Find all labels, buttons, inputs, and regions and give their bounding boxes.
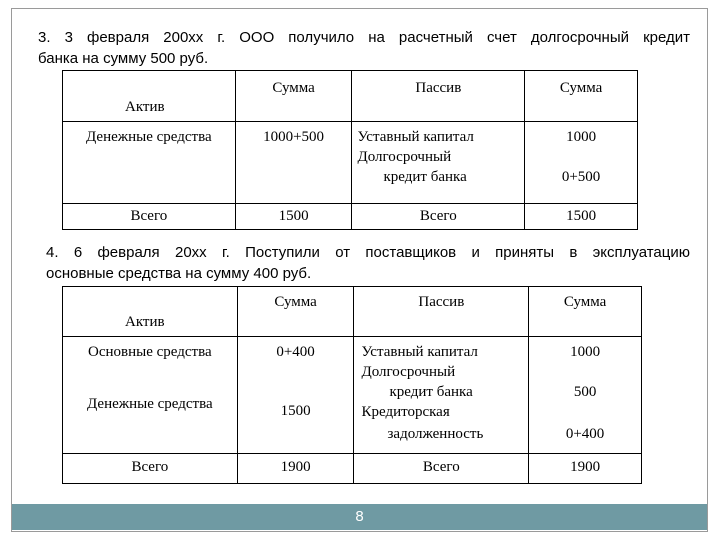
total-amount-left: 1500 (235, 204, 352, 230)
total-amount-left: 1900 (237, 454, 354, 484)
header-passiv: Пассив (352, 71, 525, 122)
item-4-line-2: основные средства на сумму 400 руб. (46, 265, 312, 282)
liabilities-amount-cell: 1000 500 0+400 (529, 337, 642, 454)
total-label-left: Всего (63, 204, 236, 230)
item-3-line-2: банка на сумму 500 руб. (38, 50, 209, 67)
footer-bar (12, 504, 707, 530)
liabilities-cell: Уставный капитал Долгосрочный кредит банка Кредиторская задолженность (354, 337, 529, 454)
total-label-left: Всего (63, 454, 238, 484)
total-amount-right: 1900 (529, 454, 642, 484)
item-3-text (38, 27, 690, 69)
balance-table-1 (62, 70, 638, 230)
header-summa-2: Сумма (525, 71, 638, 122)
balance-table-2 (62, 286, 642, 484)
total-amount-right: 1500 (525, 204, 638, 230)
header-summa-1: Сумма (237, 287, 354, 337)
page-number: 8 (355, 508, 364, 525)
liabilities-cell: Уставный капитал Долгосрочный кредит банка (352, 122, 525, 204)
total-label-right: Всего (354, 454, 529, 484)
item-4-line-1: 4. 6 февраля 20хх г. Поступили от поставщиков и приняты в эксплуатацию (46, 244, 690, 261)
asset-amount-cell: 1000+500 (235, 122, 352, 204)
item-3-line-1: 3. 3 февраля 200хх г. ООО получило на расчетный счет долгосрочный кредит (38, 29, 690, 46)
asset-cell: Денежные средства (63, 122, 236, 204)
header-summa-2: Сумма (529, 287, 642, 337)
header-passiv: Пассив (354, 287, 529, 337)
header-summa-1: Сумма (235, 71, 352, 122)
header-aktiv: Актив (63, 287, 238, 337)
total-label-right: Всего (352, 204, 525, 230)
asset-cell: Основные средства Денежные средства (63, 337, 238, 454)
asset-amount-cell: 0+400 1500 (237, 337, 354, 454)
item-4-text (46, 242, 690, 284)
liabilities-amount-cell: 1000 0+500 (525, 122, 638, 204)
header-aktiv: Актив (63, 71, 236, 122)
